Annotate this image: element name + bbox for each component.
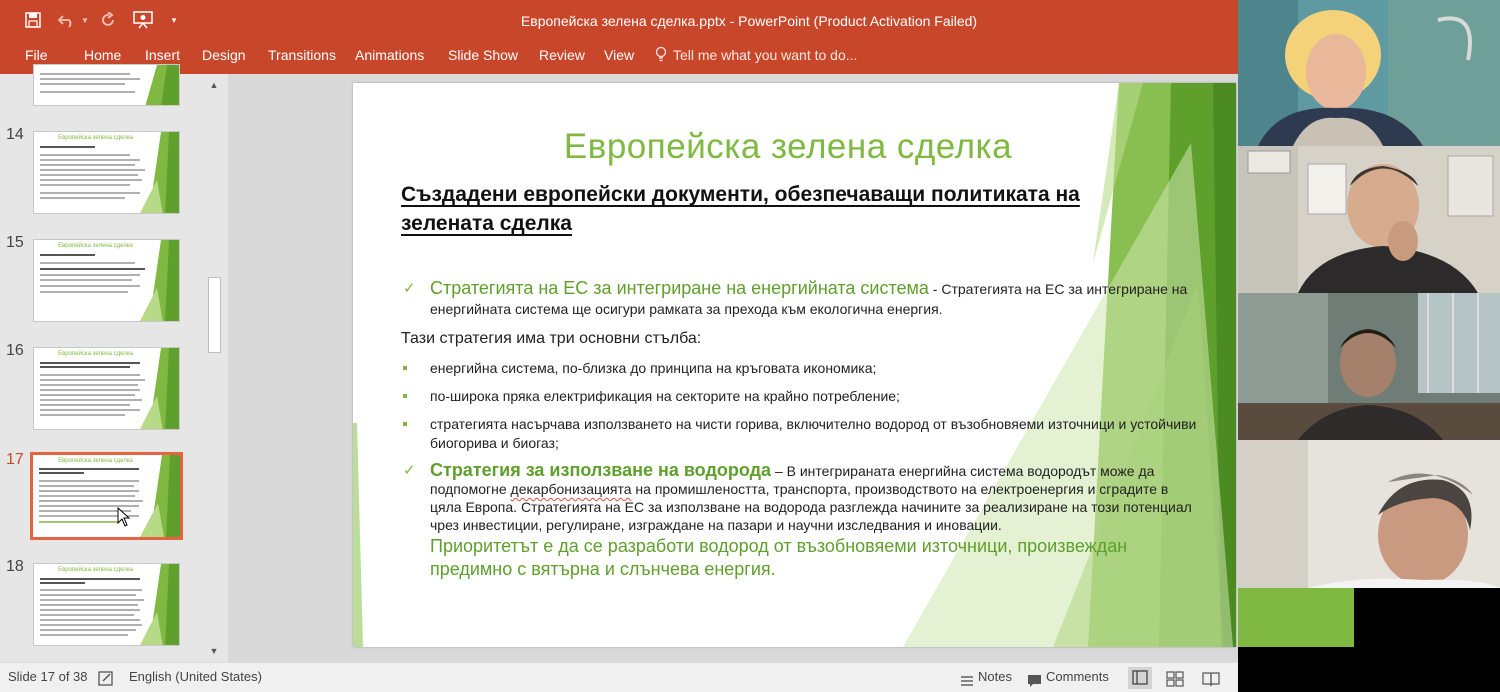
strategy2-heading: Стратегия за използване на водорода xyxy=(430,460,772,480)
checkmark-icon: ✓ xyxy=(403,280,416,297)
comments-button[interactable]: Comments xyxy=(1046,669,1109,684)
language-indicator[interactable]: English (United States) xyxy=(129,669,262,684)
normal-view-icon[interactable] xyxy=(1128,667,1152,689)
slide-number: 16 xyxy=(6,342,24,359)
title-bar xyxy=(0,0,1238,40)
bullet-strategy-hydrogen: ✓ Стратегия за използване на водорода – В интегрираната енергийна система водородът може да подпомогне декарбонизацията на промишлеността, транспорта, производството на електроенергия и сградите в цяла Европа. Стратегията на ЕС за използване на водорода разглежда начините за реализиране на този потенциал чрез инвестиции, регулиране, изграждане на пазари и научни изследвания и иновации. Приоритетът е да се разработи водород от възобновяеми източници, произвеждан предимно с вятърна и слънчева енергия. xyxy=(401,461,1201,581)
notes-button[interactable]: Notes xyxy=(978,669,1012,684)
scrollbar-thumb[interactable] xyxy=(208,277,221,353)
tell-me-placeholder: Tell me what you want to do... xyxy=(673,47,858,63)
slide-thumbnail[interactable] xyxy=(33,131,180,214)
slide-thumbnail-selected[interactable] xyxy=(30,452,183,540)
tab-review[interactable]: Review xyxy=(539,47,585,63)
spelling-check-icon[interactable] xyxy=(98,669,116,685)
pillar-item: стратегията насърчава използването на чисти горива, включително водород от възобновяеми източници и устойчиви биогорива и биогаз; xyxy=(401,415,1201,453)
slide-counter: Slide 17 of 38 xyxy=(8,669,88,684)
tab-slide-show[interactable]: Slide Show xyxy=(448,47,519,63)
participant-video-2[interactable] xyxy=(1238,146,1500,293)
tab-file[interactable]: File xyxy=(25,47,48,63)
slide-thumbnail[interactable] xyxy=(33,64,180,106)
customize-icon[interactable]: ▾ xyxy=(171,14,177,25)
thumbnail-title: Европейска зелена сделка xyxy=(58,243,133,249)
pillar-item: по-широка пряка електрификация на секторите на крайно потребление; xyxy=(401,387,1201,406)
pillar-item: енергийна система, по-близка до принципа на кръговата икономика; xyxy=(401,359,1201,378)
thumbnail-title: Европейска зелена сделка xyxy=(58,458,133,464)
slide-thumbnail[interactable] xyxy=(33,563,180,646)
mouse-cursor-icon xyxy=(117,507,131,527)
scroll-up-icon[interactable]: ▲ xyxy=(209,80,219,90)
scroll-down-icon[interactable]: ▼ xyxy=(209,646,219,656)
slide-body[interactable] xyxy=(401,278,1201,581)
tab-view[interactable]: View xyxy=(604,47,635,63)
thumbnail-title: Европейска зелена сделка xyxy=(58,351,133,357)
participant-video-1[interactable] xyxy=(1238,0,1500,146)
slide-sorter-icon[interactable] xyxy=(1166,669,1184,685)
slide-subtitle[interactable]: Създадени европейски документи, обезпечаващи политиката на зелената сделка xyxy=(401,183,1080,235)
undo-dropdown-icon[interactable]: ▼ xyxy=(81,15,89,25)
slide-number: 15 xyxy=(6,234,24,251)
slide-thumbnail-pane xyxy=(0,74,228,662)
pillars-intro: Тази стратегия има три основни стълба: xyxy=(401,330,702,347)
thumbnail-title: Европейска зелена сделка xyxy=(58,567,133,573)
slide-number: 17 xyxy=(6,451,24,468)
tab-insert[interactable]: Insert xyxy=(145,47,181,63)
slide-number: 18 xyxy=(6,558,24,575)
slide-editor xyxy=(228,74,1238,662)
participant-video-3[interactable] xyxy=(1238,293,1500,440)
slide-title[interactable]: Европейска зелена сделка xyxy=(563,127,1013,166)
video-call-panel xyxy=(1238,0,1500,692)
window-title: Европейска зелена сделка.pptx - PowerPoint (Product Activation Failed) xyxy=(520,13,978,29)
lightbulb-icon xyxy=(655,46,667,64)
bullet-square-icon xyxy=(403,366,407,370)
tab-design[interactable]: Design xyxy=(202,47,246,63)
checkmark-icon: ✓ xyxy=(403,462,416,479)
participant-video-4[interactable] xyxy=(1238,440,1500,588)
tab-home[interactable]: Home xyxy=(84,47,122,63)
slide-canvas[interactable] xyxy=(353,83,1236,647)
bullet-square-icon xyxy=(403,422,407,426)
thumbnail-title: Европейска зелена сделка xyxy=(58,135,133,141)
slide-thumbnail[interactable] xyxy=(33,239,180,322)
slide-thumbnail[interactable] xyxy=(33,347,180,430)
spellcheck-word: декарбонизацията xyxy=(510,481,632,497)
bullet-square-icon xyxy=(403,394,407,398)
thumbnail-scrollbar[interactable] xyxy=(204,74,224,662)
tab-animations[interactable]: Animations xyxy=(355,47,425,63)
reading-view-icon[interactable] xyxy=(1202,669,1220,685)
tab-transitions[interactable]: Transitions xyxy=(268,47,336,63)
comments-icon[interactable] xyxy=(1027,670,1042,684)
slide-number: 14 xyxy=(6,126,24,143)
notes-icon[interactable] xyxy=(960,670,974,684)
strategy2-priority: Приоритетът е да се разработи водород от възобновяеми източници, произвеждан предимно с вятърна и слънчева енергия. xyxy=(430,536,1128,579)
bullet-strategy-energy xyxy=(401,278,1201,319)
strategy1-heading: Стратегията на ЕС за интегриране на енергийната система xyxy=(430,278,929,298)
shared-screen-edge xyxy=(1238,588,1354,647)
tell-me-search[interactable] xyxy=(655,40,857,70)
ribbon-tabs xyxy=(0,40,1238,74)
strategy1-text: - Стратегията на ЕС за интегриране на енергийната система ще осигури рамката за прехода към екологична енергия. xyxy=(430,281,1188,317)
